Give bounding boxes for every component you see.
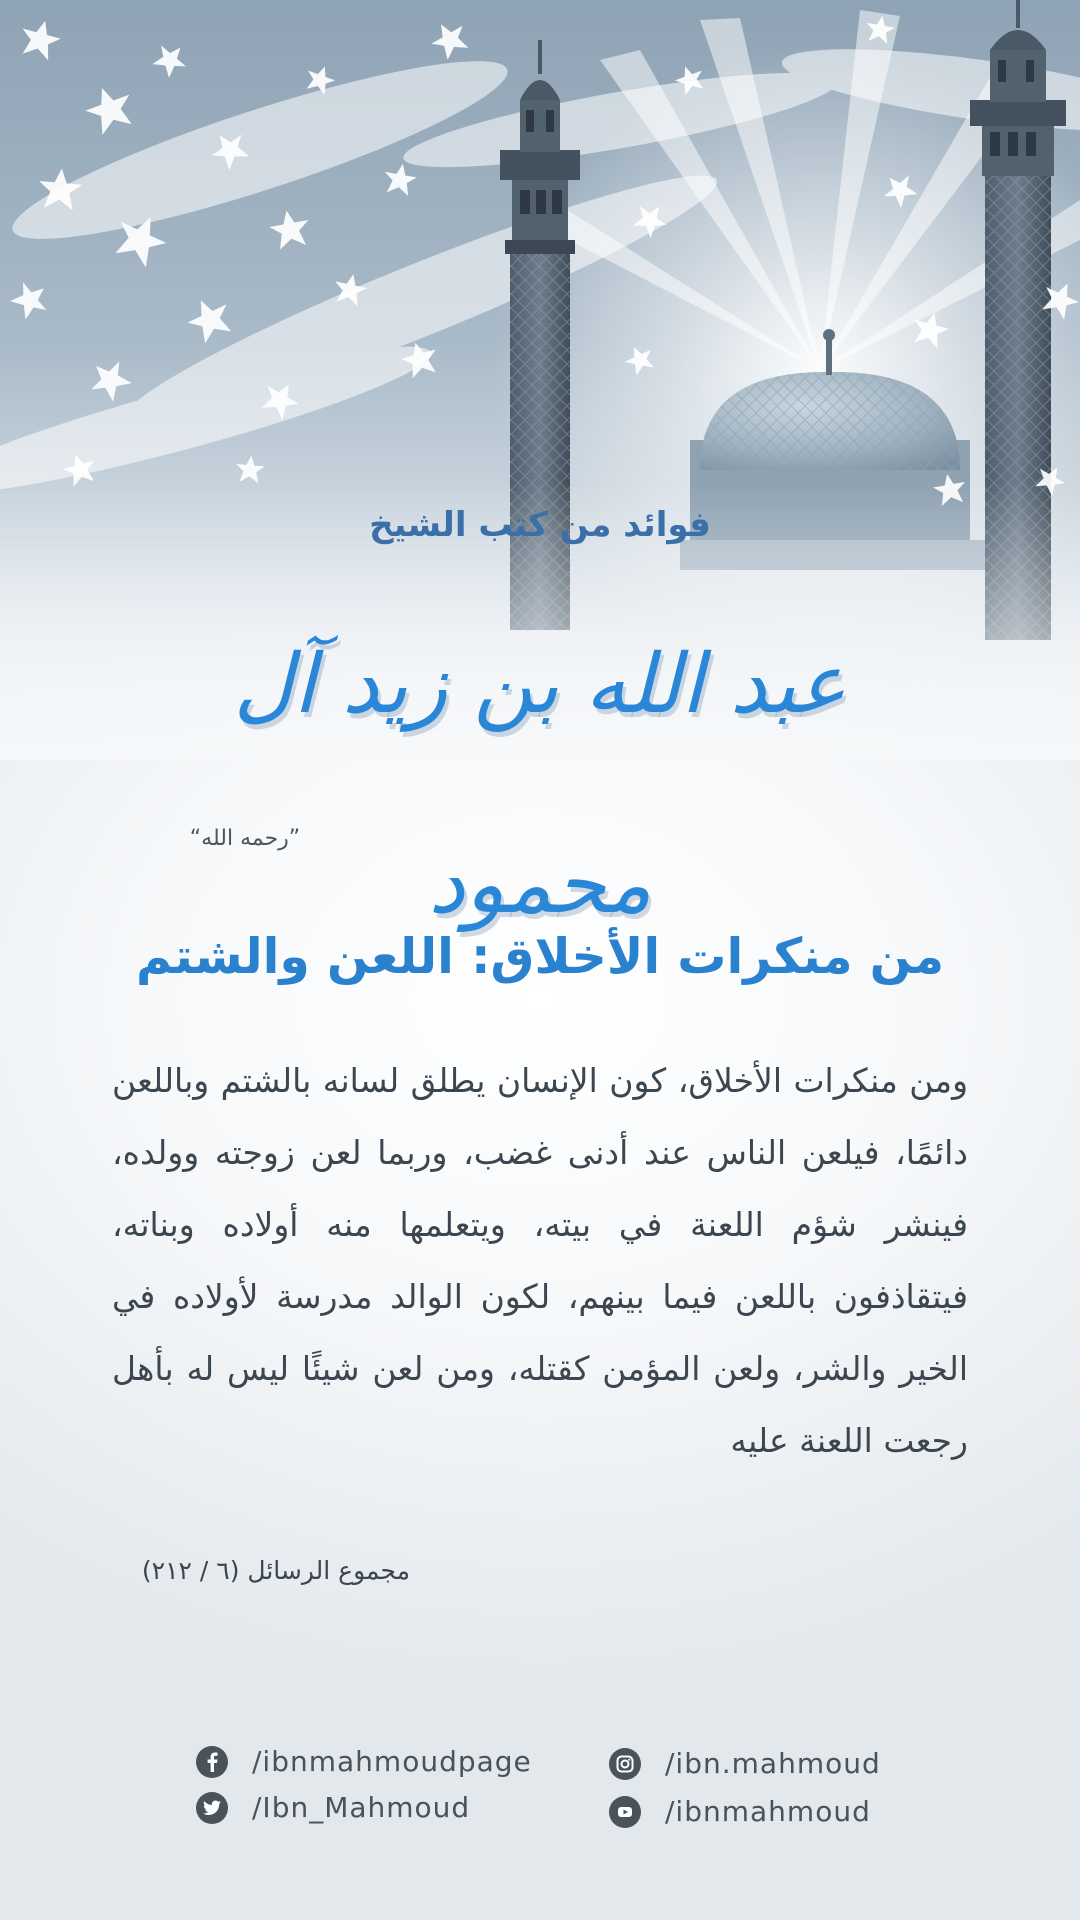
article-title: من منكرات الأخلاق: اللعن والشتم bbox=[135, 928, 945, 985]
subtitle: فوائد من كتب الشيخ bbox=[369, 505, 711, 545]
source-reference: مجموع الرسائل (٦ / ٢١٢) bbox=[141, 1556, 410, 1585]
youtube-handle: /ibnmahmoud bbox=[665, 1795, 871, 1828]
twitter-link[interactable] bbox=[196, 1791, 470, 1824]
rahimahu-allah: ”رحمه الله“ bbox=[189, 826, 301, 851]
facebook-link[interactable] bbox=[196, 1745, 532, 1778]
youtube-link[interactable] bbox=[609, 1795, 871, 1828]
twitter-icon bbox=[196, 1792, 228, 1824]
twitter-handle: /Ibn_Mahmoud bbox=[252, 1791, 471, 1824]
instagram-handle: /ibn.mahmoud bbox=[665, 1747, 881, 1780]
instagram-icon bbox=[609, 1748, 641, 1780]
youtube-icon bbox=[609, 1796, 641, 1828]
instagram-link[interactable] bbox=[609, 1747, 881, 1780]
facebook-handle: /ibnmahmoudpage bbox=[252, 1745, 532, 1778]
article-body: ومن منكرات الأخلاق، كون الإنسان يطلق لسانه بالشتم وباللعن دائمًا، فيلعن الناس عند أدنى غضب، وربما لعن زوجته وولده، فينشر شؤم اللعنة في بيته، ويتعلمها منه أولاده وبناته، فيتقاذفون باللعن فيما بينهم، لكون الوالد مدرسة لأولاده في الخير والشر، ولعن المؤمن كقتله، ومن لعن شيئًا ليس له بأهل رجعت اللعنة عليه bbox=[112, 1061, 968, 1460]
facebook-icon bbox=[196, 1746, 228, 1778]
author-calligraphy-text: عبد الله بن زيد آل محمود bbox=[233, 637, 847, 932]
